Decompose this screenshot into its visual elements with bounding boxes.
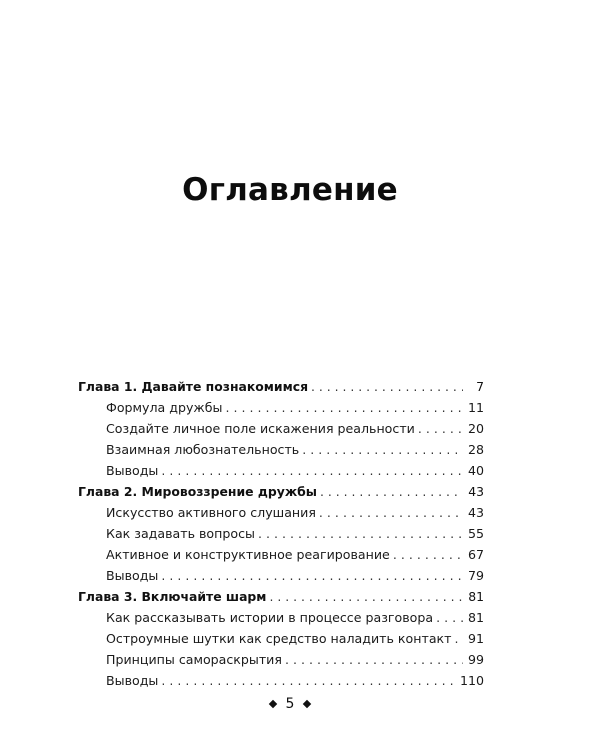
toc-section[interactable] [78, 670, 484, 691]
dot-leader [436, 607, 463, 628]
toc-page-number: 11 [467, 400, 484, 415]
page-title: Оглавление [182, 172, 398, 208]
toc-page-number: 110 [459, 673, 484, 688]
toc-entry-label: Выводы [106, 568, 159, 583]
toc-entry-label: Выводы [106, 463, 159, 478]
dot-leader [161, 670, 457, 691]
toc-page-number: 43 [467, 505, 484, 520]
page-footer [0, 696, 580, 712]
toc-entry-label: Формула дружбы [106, 400, 223, 415]
dot-leader [161, 460, 463, 481]
toc-entry-label: Остроумные шутки как средство наладить контакт [106, 631, 452, 646]
toc-chapter-2[interactable] [78, 481, 484, 502]
dot-leader [320, 481, 463, 502]
toc-section[interactable] [78, 523, 484, 544]
toc-section[interactable] [78, 565, 484, 586]
dot-leader [311, 376, 463, 397]
table-of-contents [78, 376, 484, 691]
toc-page-number: 20 [467, 421, 484, 436]
toc-section[interactable] [78, 607, 484, 628]
page-number: 5 [285, 696, 295, 712]
toc-section[interactable] [78, 418, 484, 439]
toc-entry-label: Искусство активного слушания [106, 505, 316, 520]
dot-leader [319, 502, 463, 523]
toc-entry-label: Глава 1. Давайте познакомимся [78, 379, 309, 394]
toc-section[interactable] [78, 460, 484, 481]
dot-leader [225, 397, 463, 418]
toc-section[interactable] [78, 649, 484, 670]
diamond-ornament-icon [303, 700, 311, 708]
toc-page-number: 55 [467, 526, 484, 541]
toc-entry-label: Создайте личное поле искажения реальности [106, 421, 415, 436]
dot-leader [454, 628, 463, 649]
toc-page-number: 81 [467, 610, 484, 625]
toc-entry-label: Как задавать вопросы [106, 526, 255, 541]
toc-chapter-1[interactable] [78, 376, 484, 397]
toc-section[interactable] [78, 544, 484, 565]
toc-entry-label: Активное и конструктивное реагирование [106, 547, 390, 562]
toc-page-number: 99 [467, 652, 484, 667]
toc-page-number: 43 [468, 484, 484, 499]
dot-leader [285, 649, 463, 670]
dot-leader [269, 586, 463, 607]
toc-page-number: 81 [468, 589, 484, 604]
toc-entry-label: Выводы [106, 673, 159, 688]
dot-leader [393, 544, 463, 565]
toc-page-number: 67 [467, 547, 484, 562]
toc-entry-label: Взаимная любознательность [106, 442, 300, 457]
toc-chapter-3[interactable] [78, 586, 484, 607]
toc-entry-label: Как рассказывать истории в процессе разговора [106, 610, 434, 625]
dot-leader [258, 523, 463, 544]
toc-section[interactable] [78, 502, 484, 523]
dot-leader [161, 565, 463, 586]
toc-page-number: 28 [467, 442, 484, 457]
toc-entry-label: Принципы самораскрытия [106, 652, 282, 667]
toc-page-number: 79 [467, 568, 484, 583]
toc-section[interactable] [78, 397, 484, 418]
toc-section[interactable] [78, 439, 484, 460]
toc-entry-label: Глава 3. Включайте шарм [78, 589, 267, 604]
dot-leader [302, 439, 463, 460]
dot-leader [418, 418, 463, 439]
toc-entry-label: Глава 2. Мировоззрение дружбы [78, 484, 318, 499]
toc-page-number: 91 [467, 631, 484, 646]
toc-page-number: 40 [467, 463, 484, 478]
toc-section[interactable] [78, 628, 484, 649]
toc-page-number: 7 [476, 379, 484, 394]
diamond-ornament-icon [268, 700, 276, 708]
